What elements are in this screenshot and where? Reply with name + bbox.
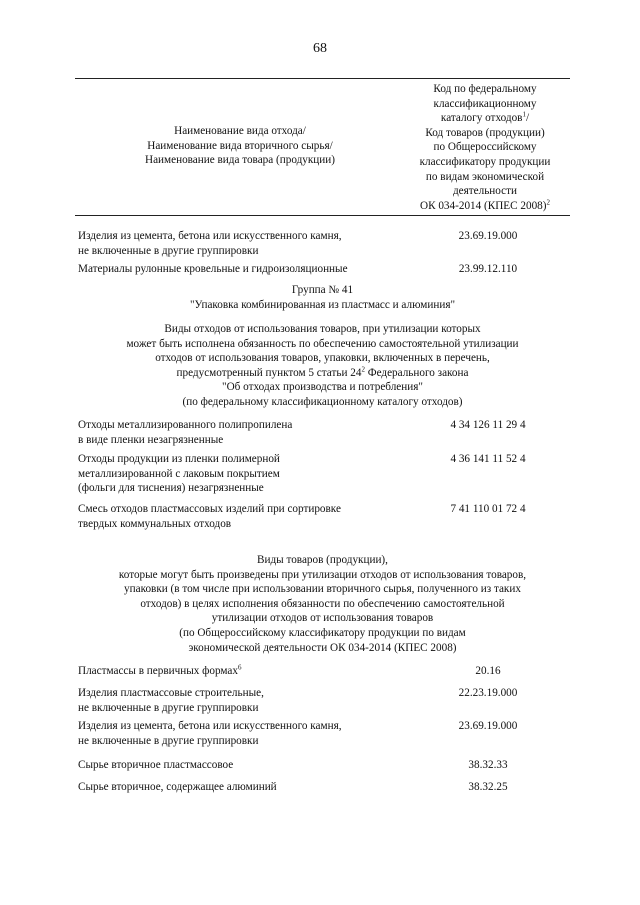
- row-name: Изделия пластмассовые строительные, не включенные в другие группировки: [78, 687, 264, 714]
- waste-intro: Виды отходов от использования товаров, при утилизации которых может быть исполнена обязанность по обеспечению самостоятельной утилизации отходов от использования товаров, упаковки, включенных в перечень, предусмотренный пунктом 5 статьи $24^2$ Федерального закона "Об отходах производства и потребления" (по федеральному классификационному каталогу отходов): [126, 323, 519, 408]
- header-left-line: Наименование вида товара (продукции): [145, 154, 335, 167]
- header-right-line: каталогу отходов$^1$/: [440, 110, 530, 125]
- group-subtitle: "Упаковка комбинированная из пластмасс и алюминия": [189, 298, 456, 311]
- header-left-line: Наименование вида вторичного сырья/: [147, 139, 333, 152]
- row-name: Отходы металлизированного полипропилена в виде пленки незагрязненные: [78, 419, 293, 446]
- header-left: [75, 124, 405, 168]
- header-bottom-rule: [75, 215, 570, 216]
- page-number: 68: [313, 41, 327, 56]
- row-name: Материалы рулонные кровельные и гидроизоляционные: [78, 263, 348, 275]
- header-top-rule: [75, 78, 570, 79]
- header-right-line: Код по федеральному: [433, 83, 537, 95]
- row-code: 20.16: [475, 665, 501, 677]
- header-right-line: ОК 034-2014 (КПЕС 2008)$^2$: [420, 198, 550, 212]
- footnote-mark: 2: [361, 365, 365, 374]
- row-name: Отходы продукции из пленки полимерной металлизированной с лаковым покрытием (фольги для тиснения) незагрязненные: [78, 453, 280, 495]
- header-right-line: по Общероссийскому: [433, 141, 537, 154]
- header-right-line: деятельности: [452, 185, 518, 198]
- footnote-mark: 2: [546, 198, 550, 207]
- header-right-line: Код товаров (продукции): [425, 126, 545, 139]
- row-name: Изделия из цемента, бетона или искусственного камня, не включенные в другие группировки: [78, 230, 342, 257]
- row-code: 7 41 110 01 72 4: [450, 503, 526, 515]
- row-code: 38.32.33: [468, 759, 508, 771]
- header-right-line: по видам экономической: [425, 170, 545, 183]
- row-name: Изделия из цемента, бетона или искусственного камня, не включенные в другие группировки: [78, 720, 342, 747]
- row-code: 23.99.12.110: [458, 263, 518, 275]
- row-name: Смесь отходов пластмассовых изделий при сортировке твердых коммунальных отходов: [78, 503, 341, 530]
- row-code: 38.32.25: [468, 781, 508, 793]
- row-code: 23.69.19.000: [458, 230, 518, 242]
- row-name: Пластмассы в первичных формах$^6$: [78, 663, 242, 677]
- row-code: 4 36 141 11 52 4: [450, 453, 526, 465]
- header-right-line: классификатору продукции: [419, 155, 551, 168]
- group-title: Группа № 41: [291, 284, 354, 296]
- row-name: Сырье вторичное, содержащее алюминий: [78, 781, 277, 793]
- footnote-mark: 1: [522, 110, 526, 119]
- row-code: 23.69.19.000: [458, 720, 518, 732]
- group-heading: [75, 283, 570, 312]
- header-right-line: классификационному: [433, 97, 537, 110]
- header-left-line: Наименование вида отхода/: [174, 125, 306, 137]
- header-right: [400, 82, 570, 213]
- goods-intro: Виды товаров (продукции), которые могут быть произведены при утилизации отходов от использования товаров, упаковки (в том числе при использовании вторичного сырья, полученного из таких отходов) в целях исполнения обязанности по обеспечению самостоятельной утилизации отходов от использования товаров (по Общероссийскому классификатору продукции по видам экономической деятельности ОК 034-2014 (КПЕС 2008): [118, 554, 527, 654]
- footnote-mark: 6: [237, 663, 242, 672]
- row-code: 4 34 126 11 29 4: [450, 419, 526, 431]
- row-name: Сырье вторичное пластмассовое: [78, 759, 234, 771]
- row-code: 22.23.19.000: [458, 687, 518, 699]
